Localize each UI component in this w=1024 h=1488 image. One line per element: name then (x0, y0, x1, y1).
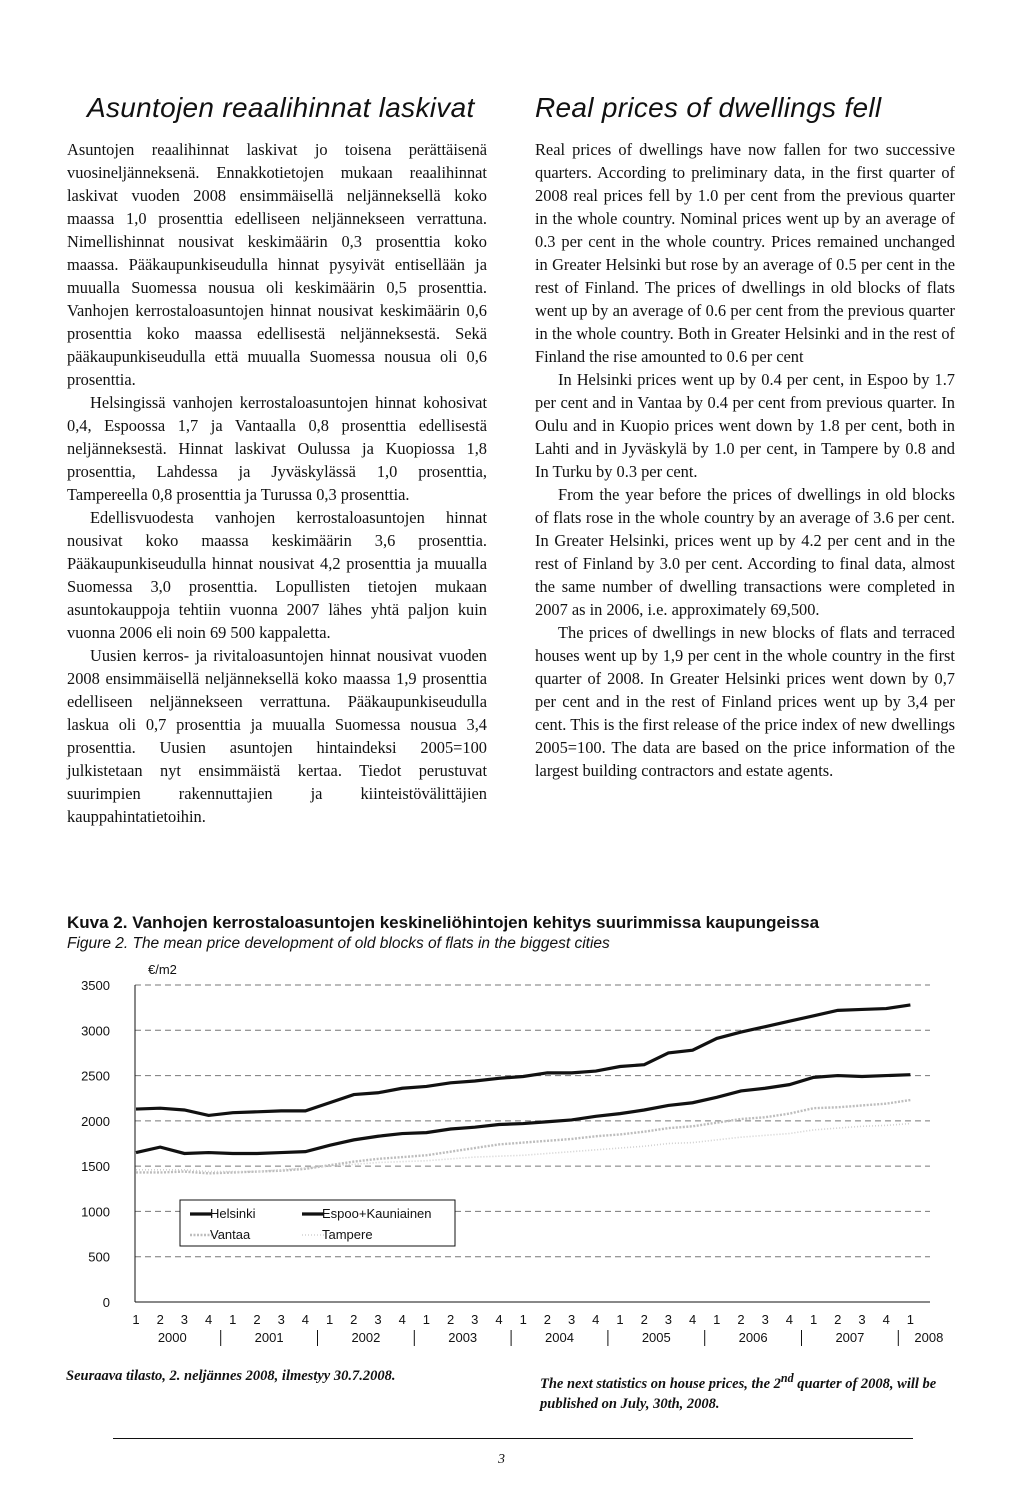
x-tick-quarter-label: 3 (858, 1312, 866, 1327)
x-tick-quarter-label: 3 (374, 1312, 382, 1327)
x-tick-quarter-label: 1 (809, 1312, 818, 1327)
finnish-paragraph-2: Helsingissä vanhojen kerrostaloasuntojen hinnat kohosivat 0,4, Espoossa 1,7 ja Vantaalla 0,8 prosenttia edellisestä neljänneksestä. Hinnat laskivat Oulussa ja Kuopiossa 1,8 prosenttia, Lahdessa ja Jyväskylässä 1,0 prosenttia, Tampereella 0,8 prosenttia ja Turussa 0,3 prosenttia. (67, 393, 487, 504)
x-tick-quarter-label: 2 (156, 1312, 164, 1327)
figure-title: Kuva 2. Vanhojen kerrostaloasuntojen keskineliöhintojen kehitys suurimmissa kaupungeissa (67, 913, 820, 932)
finnish-paragraph-3: Edellisvuodesta vanhojen kerrostaloasuntojen hinnat nousivat koko maassa keskimäärin 3,6 prosenttia. Pääkaupunkiseudulla hinnat nousivat 4,2 prosenttia ja muualla Suomessa 3,0 prosenttia. Lopullisten tietojen mukaan asuntokauppoja tehtiin vuonna 2007 lähes yhtä paljon kuin vuonna 2006 eli noin 69 500 kappaletta. (67, 508, 487, 642)
x-tick-quarter-label: 4 (592, 1312, 600, 1327)
page-number: 3 (498, 1452, 505, 1467)
x-tick-quarter-label: 1 (906, 1312, 915, 1327)
x-year-label: 2007 (835, 1330, 865, 1345)
x-tick-quarter-label: 1 (422, 1312, 431, 1327)
x-tick-quarter-label: 2 (253, 1312, 261, 1327)
next-release-en (540, 1368, 940, 1414)
y-tick-label: 1500 (81, 1159, 110, 1175)
next-release-en-part1: The next statistics on house prices, the 2 (540, 1375, 781, 1392)
x-tick-quarter-label: 3 (277, 1312, 285, 1327)
x-tick-quarter-label: 1 (713, 1312, 721, 1327)
finnish-heading: Asuntojen reaalihinnat laskivat (87, 92, 475, 123)
x-tick-quarter-label: 4 (204, 1312, 213, 1327)
x-tick-quarter-label: 1 (229, 1312, 237, 1327)
x-tick-quarter-label: 2 (350, 1312, 358, 1327)
y-tick-label: 0 (102, 1295, 110, 1310)
y-tick-label: 2500 (81, 1068, 110, 1084)
x-tick-quarter-label: 1 (519, 1312, 527, 1327)
english-paragraph-3: From the year before the prices of dwellings in old blocks of flats rose in the whole country by an average of 3.6 per cent. In Greater Helsinki, prices went up by 4.2 per cent and in the rest of Finland by 3.0 per cent. According to final data, almost the same number of dwelling transactions were completed in 2007 as in 2006, i.e. approximately 69,500. (535, 485, 955, 619)
x-year-label: 2005 (641, 1330, 671, 1345)
series-line-tampere (136, 1124, 910, 1172)
legend-label: Espoo+Kauniainen (322, 1206, 432, 1221)
x-tick-quarter-label: 3 (567, 1312, 576, 1327)
english-paragraph-4: The prices of dwellings in new blocks of flats and terraced houses went up by 1,9 per cent in the whole country in the first quarter of 2008. In Greater Helsinki prices went down by 0,7 per cent and in the rest of Finland prices went up by 3,4 per cent. This is the first release of the price index of new dwellings 2005=100. The data are based on the price information of the largest building contractors and estate agents. (535, 623, 955, 780)
y-tick-label: 2000 (81, 1113, 110, 1129)
finnish-paragraph-4: Uusien kerros- ja rivitaloasuntojen hinnat nousivat vuoden 2008 ensimmäisellä neljänneksellä koko maassa 1,9 prosenttia edelliseen neljännekseen verrattuna. Pääkaupunkiseudulla laskua oli 0,7 prosenttia ja muualla Suomessa nousua 3,4 prosenttia. Uusien asuntojen hintaindeksi 2005=100 julkistetaan nyt ensimmäistä kertaa. Tiedot perustuvat suurimpien rakennuttajien ja kiinteistövälittäjien kauppahintatietoihin. (67, 646, 487, 826)
x-year-label: 2008 (914, 1330, 944, 1345)
figure-subtitle: Figure 2. The mean price development of old blocks of flats in the biggest cities (67, 935, 610, 952)
x-year-label: 2001 (254, 1330, 284, 1345)
next-release-fi: Seuraava tilasto, 2. neljännes 2008, ilmestyy 30.7.2008. (66, 1368, 396, 1384)
x-tick-quarter-label: 1 (616, 1312, 624, 1327)
legend-label: Tampere (322, 1227, 373, 1242)
x-tick-quarter-label: 4 (301, 1312, 310, 1327)
x-tick-quarter-label: 4 (785, 1312, 794, 1327)
x-tick-quarter-label: 2 (640, 1312, 648, 1327)
finnish-paragraph-1: Asuntojen reaalihinnat laskivat jo toisena perättäisenä vuosineljänneksenä. Ennakkotietojen mukaan reaalihinnat laskivat vuoden 2008 ensimmäisellä neljänneksellä koko maassa 1,0 prosenttia edelliseen neljännekseen verrattuna. Nimellishinnat nousivat keskimäärin 0,3 prosenttia koko maassa. Pääkaupunkiseudulla hinnat pysyivät entisellään ja muualla Suomessa nousua oli keskimäärin 0,5 prosenttia. Vanhojen kerrostaloasuntojen hinnat nousivat keskimäärin 0,6 prosenttia koko maassa edellisestä neljänneksestä. Sekä pääkaupunkiseudulla että muualla Suomessa nousua oli 0,6 prosenttia. (67, 140, 487, 389)
x-year-label: 2002 (351, 1330, 381, 1345)
english-paragraph-1: Real prices of dwellings have now fallen for two successive quarters. According to preliminary data, in the first quarter of 2008 real prices fell by 1.0 per cent from the previous quarter in the whole country. Nominal prices went up by an average of 0.3 per cent in the whole country. Prices remained unchanged in Greater Helsinki but rose by an average of 0.5 per cent in the rest of Finland. The prices of dwellings in old blocks of flats went up by an average of 0.6 per cent from the previous quarter in the whole country. Both in Greater Helsinki and in the rest of Finland the rise amounted to 0.6 per cent (535, 140, 955, 366)
y-tick-label: 1000 (81, 1204, 110, 1220)
y-tick-label: 3500 (81, 978, 110, 993)
y-tick-label: 500 (88, 1249, 110, 1265)
x-tick-quarter-label: 3 (180, 1312, 189, 1327)
next-release-en-sup: nd (780, 1371, 794, 1385)
legend-label: Vantaa (210, 1227, 251, 1242)
finnish-column (67, 92, 487, 828)
x-tick-quarter-label: 2 (446, 1312, 455, 1327)
x-tick-quarter-label: 3 (664, 1312, 673, 1327)
x-tick-quarter-label: 2 (737, 1312, 745, 1327)
x-tick-quarter-label: 4 (398, 1312, 406, 1327)
price-line-chart (60, 952, 944, 1352)
x-tick-quarter-label: 1 (132, 1312, 140, 1327)
y-axis-label: €/m2 (148, 962, 177, 977)
x-year-label: 2000 (157, 1330, 187, 1345)
english-heading: Real prices of dwellings fell (535, 92, 882, 123)
x-year-label: 2006 (738, 1330, 768, 1345)
y-tick-label: 3000 (81, 1023, 110, 1039)
english-paragraph-2: In Helsinki prices went up by 0.4 per cent, in Espoo by 1.7 per cent and in Vantaa by 0.4 per cent from previous quarter. In Oulu and in Kuopio prices went down by 1.8 per cent, both in Lahti and in Jyväskylä by 1.0 per cent, in Tampere by 0.8 and In Turku by 0.3 per cent. (535, 370, 955, 481)
footer-rule (113, 1438, 913, 1439)
x-tick-quarter-label: 2 (834, 1312, 842, 1327)
x-tick-quarter-label: 4 (882, 1312, 890, 1327)
x-tick-quarter-label: 2 (543, 1312, 552, 1327)
x-tick-quarter-label: 4 (495, 1312, 503, 1327)
english-column (535, 92, 955, 782)
x-year-label: 2003 (448, 1330, 478, 1345)
next-release-en-part2: quarter of 2008, will be published on July, 30th, 2008. (540, 1375, 937, 1412)
x-tick-quarter-label: 3 (471, 1312, 479, 1327)
x-tick-quarter-label: 3 (761, 1312, 769, 1327)
x-tick-quarter-label: 1 (325, 1312, 334, 1327)
series-line-helsinki (136, 1005, 910, 1115)
x-tick-quarter-label: 4 (688, 1312, 697, 1327)
x-year-label: 2004 (545, 1330, 574, 1345)
legend-label: Helsinki (210, 1206, 256, 1221)
